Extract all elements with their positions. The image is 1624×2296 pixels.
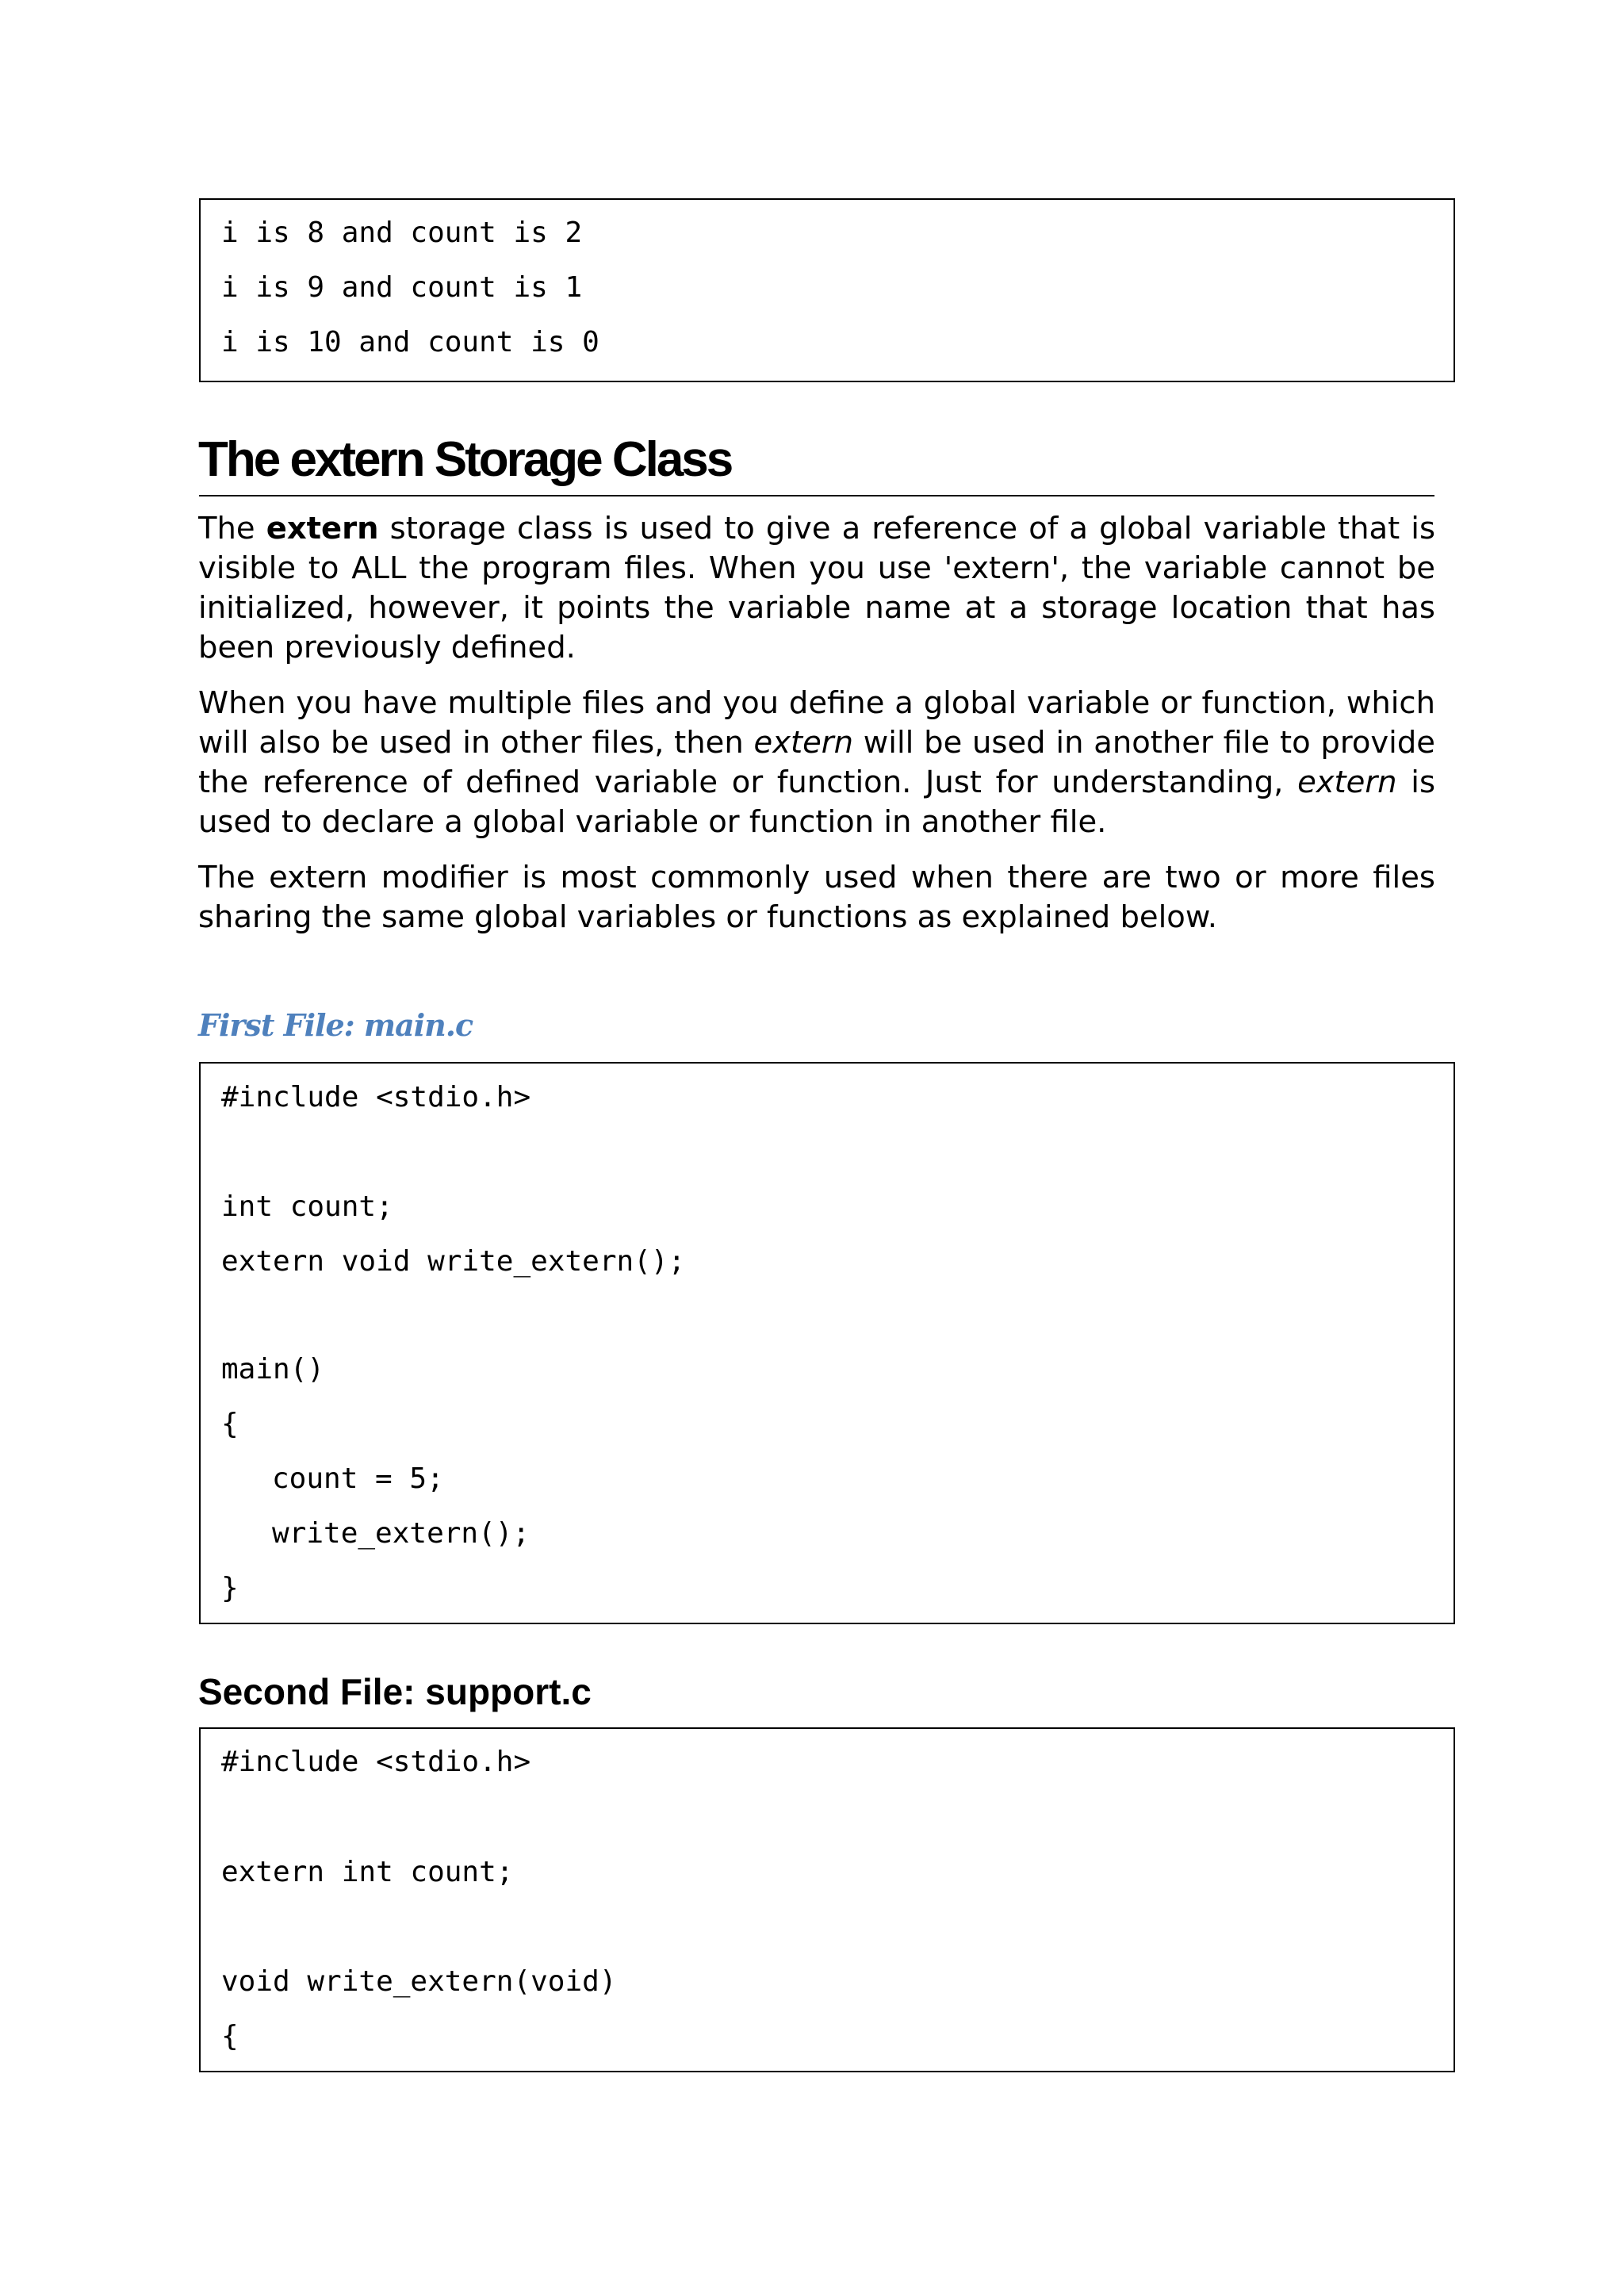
paragraph-2 bbox=[198, 684, 1435, 842]
section-title: The extern Storage Class bbox=[198, 432, 732, 487]
code-line: extern int count; bbox=[221, 1856, 514, 1888]
code-line: main() bbox=[221, 1353, 325, 1386]
code-line: #include <stdio.h> bbox=[221, 1746, 531, 1778]
p1-after: storage class is used to give a reference of a global variable that is visible to ALL the program files. When you use 'extern', the variable cannot be initialized, however, it points the variable name at a storage location that has been previously defined. bbox=[198, 511, 1436, 665]
p1-bold-extern: extern bbox=[266, 511, 379, 546]
code-line: } bbox=[221, 1572, 239, 1604]
paragraph-3: The extern modifier is most commonly used when there are two or more files sharing the same global variables or functions as explained below. bbox=[198, 860, 1435, 935]
code-line: i is 10 and count is 0 bbox=[221, 326, 599, 358]
p2-italic-extern-2: extern bbox=[1297, 765, 1397, 800]
p2-italic-extern-1: extern bbox=[753, 725, 854, 761]
code-line: extern void write_extern(); bbox=[221, 1245, 686, 1278]
p1-before: The bbox=[198, 511, 266, 546]
p2-part2: will be used in another file to provide the reference of defined variable or function. Just for understanding, bbox=[198, 725, 1435, 800]
code-line: int count; bbox=[221, 1190, 393, 1223]
first-file-heading: First File: main.c bbox=[198, 1007, 473, 1043]
paragraph-1 bbox=[198, 509, 1435, 668]
main-c-code-box bbox=[199, 1062, 1455, 1624]
p2-part3: is used to declare a global variable or function in another file. bbox=[198, 765, 1436, 840]
code-line: { bbox=[221, 2020, 239, 2053]
code-line: #include <stdio.h> bbox=[221, 1081, 531, 1114]
code-line: i is 8 and count is 2 bbox=[221, 217, 583, 249]
code-line: write_extern(); bbox=[272, 1517, 530, 1550]
support-c-code-box bbox=[199, 1727, 1455, 2072]
code-line: i is 9 and count is 1 bbox=[221, 271, 583, 304]
p2-part1: When you have multiple files and you define a global variable or function, which will also be used in other files, then bbox=[198, 685, 1435, 761]
code-line: { bbox=[221, 1408, 239, 1440]
second-file-heading: Second File: support.c bbox=[198, 1671, 592, 1712]
heading-underline bbox=[199, 495, 1434, 496]
code-line: count = 5; bbox=[272, 1462, 444, 1495]
code-line: void write_extern(void) bbox=[221, 1965, 617, 1998]
output-code-box bbox=[199, 198, 1455, 382]
